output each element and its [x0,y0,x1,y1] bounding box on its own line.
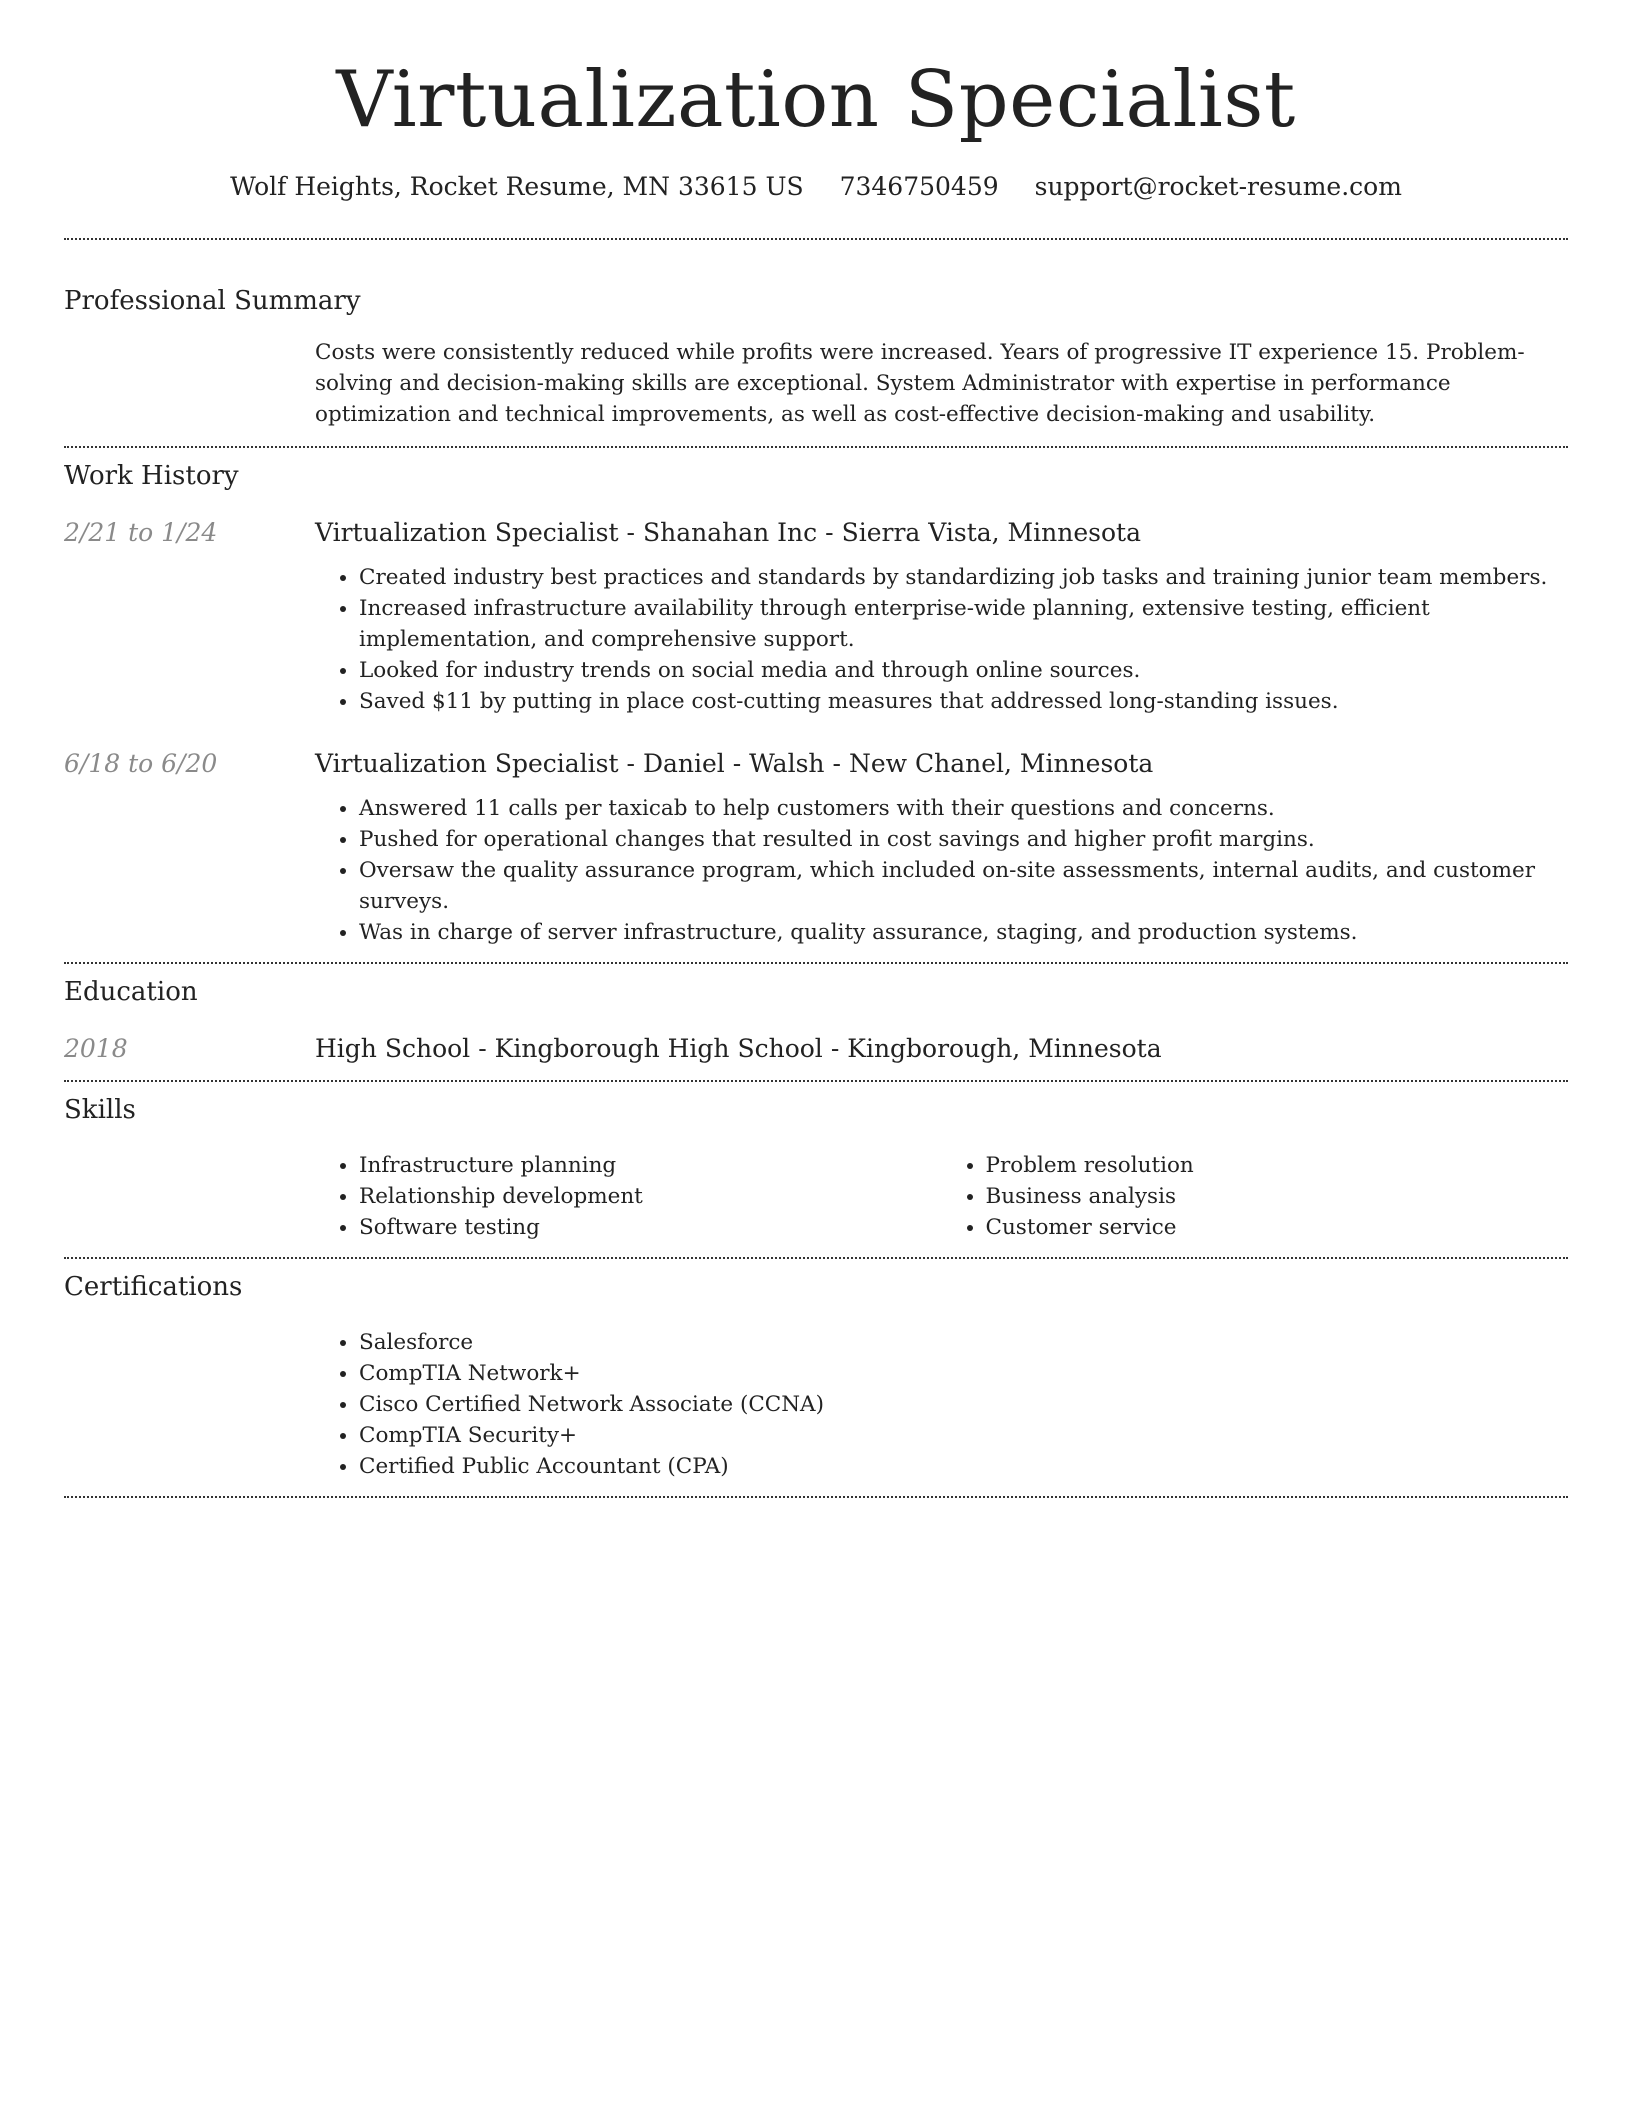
skills-section [64,1082,1568,1243]
list-item: • Increased infrastructure availability through enterprise-wide planning, extensive testing, efficient implementation, and comprehensive support. [359,593,1568,655]
section-title-skills: Skills [64,1095,136,1125]
list-item: • Looked for industry trends on social media and through online sources. [359,655,1568,686]
skill-item: • Infrastructure planning [359,1150,942,1181]
certification-item: • CompTIA Network+ [359,1358,1568,1389]
contact-email: support@rocket-resume.com [1034,172,1402,201]
education-degree: High School [315,1034,471,1063]
education-location: Kingborough, Minnesota [847,1034,1162,1063]
section-title-certifications: Certifications [64,1272,243,1302]
job-title: Virtualization Specialist [315,518,619,547]
job-dates: 6/18 to 6/20 [64,749,218,778]
list-item: • Saved $11 by putting in place cost-cutting measures that addressed long-standing issues. [359,686,1568,717]
certification-item: • Certified Public Accountant (CPA) [359,1451,1568,1482]
job-dates: 2/21 to 1/24 [64,518,218,547]
education-heading [315,1032,1568,1066]
contact-phone: 7346750459 [839,172,999,201]
job-location: Sierra Vista, Minnesota [841,518,1141,547]
certifications-section [64,1259,1568,1482]
job-company: Shanahan Inc [642,518,818,547]
summary-row [64,337,1568,430]
skill-item: • Software testing [359,1212,942,1243]
education-entry [64,1032,1568,1066]
list-item: • Created industry best practices and standards by standardizing job tasks and training junior team members. [359,562,1568,593]
contact-address: Wolf Heights, Rocket Resume, MN 33615 US [230,172,804,201]
certification-item: • Salesforce [359,1327,1568,1358]
separator: - [832,749,841,778]
skills-list-left [315,1150,942,1243]
job-entry [64,747,1568,948]
education-year: 2018 [64,1034,128,1063]
job-bullets [315,793,1568,948]
certifications-row [64,1327,1568,1482]
skill-item: • Problem resolution [986,1150,1569,1181]
job-company: Daniel - Walsh [642,749,825,778]
list-item: • Pushed for operational changes that resulted in cost savings and higher profit margins. [359,824,1568,855]
contact-info [64,170,1568,204]
certifications-list [315,1327,1568,1482]
summary-text: Costs were consistently reduced while profits were increased. Years of progressive IT experience 15. Problem-solving and decision-making skills are exceptional. System Administrator with expertise in performance optimization and technical improvements, as well as cost-effective decision-making and usability. [315,340,1525,427]
skill-item: • Relationship development [359,1181,942,1212]
job-entry [64,516,1568,717]
skills-list-right [942,1150,1569,1243]
section-title-education: Education [64,977,198,1007]
list-item: • Answered 11 calls per taxicab to help customers with their questions and concerns. [359,793,1568,824]
work-history-section [64,448,1568,948]
separator: - [825,518,834,547]
section-title-summary: Professional Summary [64,286,361,316]
section-title-work-history: Work History [64,461,239,491]
separator: - [626,749,635,778]
list-item: • Was in charge of server infrastructure, quality assurance, staging, and production systems. [359,917,1568,948]
skills-grid [315,1150,1568,1243]
summary-section [64,240,1568,430]
separator: - [830,1034,840,1063]
job-title: Virtualization Specialist [315,749,619,778]
skills-row [64,1150,1568,1243]
certification-item: • Cisco Certified Network Associate (CCNA) [359,1389,1568,1420]
job-bullets [315,562,1568,717]
education-school: Kingborough High School [494,1034,823,1063]
skill-item: • Business analysis [986,1181,1569,1212]
separator: - [626,518,635,547]
job-heading [315,747,1568,781]
candidate-name: Virtualization Specialist [336,55,1296,145]
certification-item: • CompTIA Security+ [359,1420,1568,1451]
skill-item: • Customer service [986,1212,1569,1243]
education-section [64,964,1568,1066]
job-heading [315,516,1568,550]
list-item: • Oversaw the quality assurance program, which included on-site assessments, internal audits, and customer surveys. [359,855,1568,917]
divider [64,1496,1568,1498]
job-location: New Chanel, Minnesota [848,749,1154,778]
separator: - [478,1034,487,1063]
